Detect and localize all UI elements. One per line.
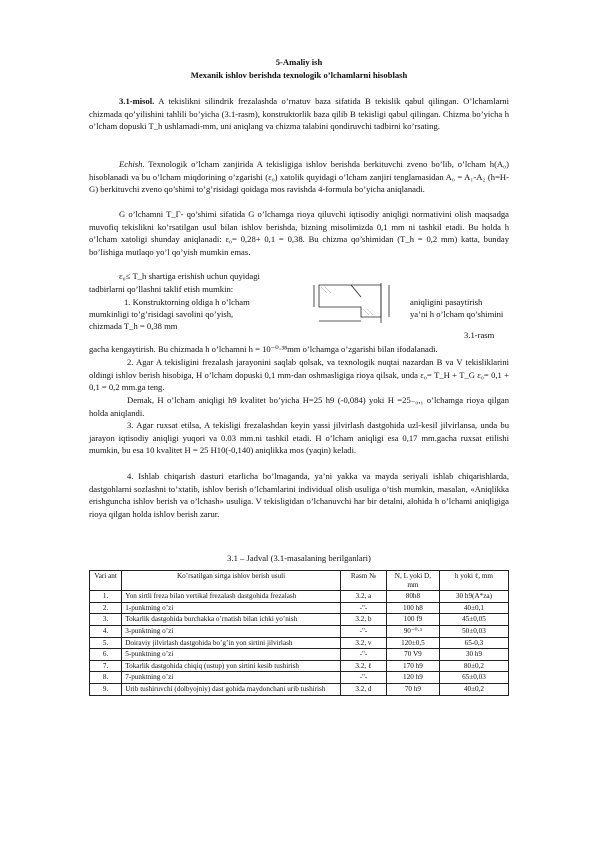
measure-1-line-c: chizmada T_h = 0,38 mm	[89, 321, 178, 331]
measure-1-line-a: 1. Konstruktorning oldiga h o’lcham	[124, 297, 250, 307]
condition-line: ε₀≤ T_h shartiga erishish uchun quyidagi	[119, 271, 260, 281]
cell-variant: 9.	[90, 683, 122, 695]
header-h: h yoki ℓ, mm	[439, 571, 508, 591]
cell-variant: 8.	[90, 672, 122, 684]
figure-3-1-drawing	[311, 277, 401, 337]
cell-h: 50±0,03	[439, 625, 508, 637]
solution-label: Echish	[119, 159, 143, 169]
table-row	[90, 591, 509, 603]
measure-4-paragraph: 4. Ishlab chiqarish dasturi etarlicha bo’lmaganda, ya’ni yakka va mayda seriyali ishlab chiqarishlarda, dastgohlarni sozlashni to’xtatib, ishlov berish o’lchamlarini individual olish usuliga o’tish mumkin, masalan, «Aniqlikka erishguncha ishlov berish va o’lchash» usuliga. V tekisligidan o’lchanuvchi har bir detalni, alohida h o’lchami aniqligiga rioya qilgan holda ishlov berish zarur.	[89, 471, 509, 519]
cell-variant: 4.	[90, 625, 122, 637]
example-paragraph	[89, 95, 509, 133]
cell-figure: -"-	[340, 625, 386, 637]
cell-variant: 6.	[90, 649, 122, 661]
measure-3-paragraph: 3. Agar ruxsat etilsa, A tekisligi frezalashdan keyin yassi jilvirlash dastgohida uzl-kesil jilvirlansa, unda bu jarayon iqtisodiy aniqligi yuqori va 0.03 mm.ni tashkil etadi. H o’lcham aniqligi esa 0,17 mm.gacha ruxsat etilishi mumkin, bu esa 10 kvalitet H = 25 H10(-0,140) aniqlikka mos (yaqin) keladi.	[89, 420, 509, 456]
table-row	[90, 625, 509, 637]
cell-figure: 3.2, ℓ	[340, 660, 386, 672]
measure-1-right-b: ya’ni h o’lcham qo’shimini	[410, 309, 504, 319]
cell-size: 120±0,5	[386, 637, 439, 649]
solution-text: . Texnologik o’lcham zanjirida A tekisligiga ishlov berishda berkituvchi zveno bo’lib, o’lcham h(A₀) hisoblanadi va bu o’lcham miqdorining o’zgarishi (ε₀) xatolik quyidagi o’lcham zanjiri tenglamasidan A₀ = A₁-A₂ (h=H-G) berkituvchi zveno qo’shimi to’g’risidagi qoidaga mos ravishda 4-formula bo’yicha aniqlanadi.	[89, 159, 509, 195]
cell-method: Tokarlik dastgohida burchakka o’rnatish bilan ichki yo’nish	[122, 614, 341, 626]
table-caption: 3.1 – Jadval (3.1-masalaning berilganlari)	[227, 553, 371, 563]
cell-method: 3-punktning o’zi	[122, 625, 341, 637]
tolerance-paragraph: G o’lchamni T_Г- qo’shimi sifatida G o’lchamga rioya qiluvchi iqtisodiy aniqligi normativini olish maqsadga muvofiq tekislikni ko’rsatilgan usul bilan ishlov berishda, bizning misolimizda 0,1 mm ni tashkil etadi. Bu holda h o’lcham xatoligi shunday aniqlanadi: ε₀= 0,28+ 0,1 = 0,38. Bu chizma qo’shimidan (T_h = 0,2 mm) katta, bunday bo’lishiga mutlaqo yo’l qo’yish mumkin emas.	[89, 209, 509, 257]
table-row	[90, 649, 509, 661]
cell-figure: 3.2, a	[340, 591, 386, 603]
cell-size: 100 h8	[386, 602, 439, 614]
cell-size: 70 h9	[386, 683, 439, 695]
cell-method: Urib tushiruvchi (dolbyojniy) dast gohida maydonchani urib tushirish	[122, 683, 341, 695]
cell-method: Yon sirtli freza bilan vertikal frezalash dastgohida frezalash	[122, 591, 341, 603]
cell-figure: 3.2, b	[340, 614, 386, 626]
cell-h: 65±0,03	[439, 672, 508, 684]
cell-size: 90⁻⁰·¹	[386, 625, 439, 637]
page-subtitle: Mexanik ishlov berishda texnologik o’lchamlarni hisoblash	[190, 70, 408, 80]
cell-size: 80h8	[386, 591, 439, 603]
cell-size: 100 f9	[386, 614, 439, 626]
cell-variant: 3.	[90, 614, 122, 626]
cell-h: 30 h9(A*za)	[439, 591, 508, 603]
cell-h: 45±0,05	[439, 614, 508, 626]
header-method: Ko’rsatilgan sirtga ishlov berish usuli	[122, 571, 341, 591]
measure-2-conclusion: Demak, H o’lcham aniqligi h9 kvalitet bo’yicha H=25 h9 (-0,084) yoki H =25₋₀,₁ o’lchamga rioya qilgan holda aniqlandi.	[89, 395, 509, 418]
header-variant: Vari ant	[90, 571, 122, 591]
cell-figure: -"-	[340, 602, 386, 614]
measure-1-line-b: mumkinligi to’g’risidagi savolini qo’yish,	[89, 309, 234, 319]
data-table	[89, 570, 509, 696]
part-outline	[319, 285, 381, 317]
table-row	[90, 683, 509, 695]
cell-figure: 3.2, d	[340, 683, 386, 695]
cell-size: 170 h9	[386, 660, 439, 672]
example-label: 3.1-misol.	[119, 96, 155, 106]
table-row	[90, 660, 509, 672]
cell-figure: 3.2, v	[340, 637, 386, 649]
cell-method: 5-punktning o’zi	[122, 649, 341, 661]
cell-method: Tokarlik dastgohida chiqiq (ustup) yon sirtini kesib tushirish	[122, 660, 341, 672]
cell-figure: -"-	[340, 649, 386, 661]
measures-intro: tadbirlarni qo’llashni taklif etish mumkin:	[89, 284, 234, 294]
cell-h: 65-0,3	[439, 637, 508, 649]
page-title: 5-Amaliy ish	[275, 57, 323, 67]
cell-variant: 5.	[90, 637, 122, 649]
cell-variant: 2.	[90, 602, 122, 614]
solution-paragraph	[89, 158, 509, 196]
table-row	[90, 602, 509, 614]
cell-h: 80±0,2	[439, 660, 508, 672]
cell-h: 40±0,2	[439, 683, 508, 695]
figure-caption: 3.1-rasm	[464, 330, 495, 340]
cell-method: 1-punktning o’zi	[122, 602, 341, 614]
measure-1-right-a: aniqligini pasaytirish	[410, 297, 483, 307]
cell-h: 40±0,1	[439, 602, 508, 614]
header-size: N, L yoki D, mm	[386, 571, 439, 591]
cell-size: 120 h9	[386, 672, 439, 684]
cell-variant: 1.	[90, 591, 122, 603]
header-figure: Rasm №	[340, 571, 386, 591]
table-row	[90, 614, 509, 626]
table-header-row	[90, 571, 509, 591]
cell-h: 30 h9	[439, 649, 508, 661]
cell-size: 70 V9	[386, 649, 439, 661]
measure-1-tail: gacha kengaytirish. Bu chizmada h o’lchamni h = 10⁻⁰·³⁸mm o’lchamga o’zgarishi bilan ifodalanadi.	[89, 344, 438, 354]
cell-figure: -"-	[340, 672, 386, 684]
measure-2-paragraph: 2. Agar A tekisligini frezalash jarayonini saqlab qolsak, va texnologik nuqtai nazardan B va V tekisliklarini oldingi ishlov berish hisobiga, H o’lcham dopuski 0,1 mm-dan oshmasligiga rioya qilsak, unda ε₀= T_H + T_G ε₀= 0,1 + 0,1 = 0,2 mm.ga teng.	[89, 357, 509, 393]
cell-variant: 7.	[90, 660, 122, 672]
cell-method: Doiraviy jilvirlash dastgohida bo’g’in yon sirtini jilvirlash	[122, 637, 341, 649]
table-row	[90, 672, 509, 684]
cell-method: 7-punktning o’zi	[122, 672, 341, 684]
example-text: A tekislikni silindrik frezalashda o’rnatuv baza sifatida B tekislik qabul qilingan. O’lchamlarni chizmada qo’yilishini tahlili bo’yicha (3.1-rasm), konstruktorlik baza qilib B tekisligi qabul qilingan. Chizma bo’yicha h o’lcham dopuski T_h ushlamadi-mm, uni aniqlang va chizma talabini qondiruvchi tadbirni ko’rsating.	[89, 96, 509, 132]
table-row	[90, 637, 509, 649]
